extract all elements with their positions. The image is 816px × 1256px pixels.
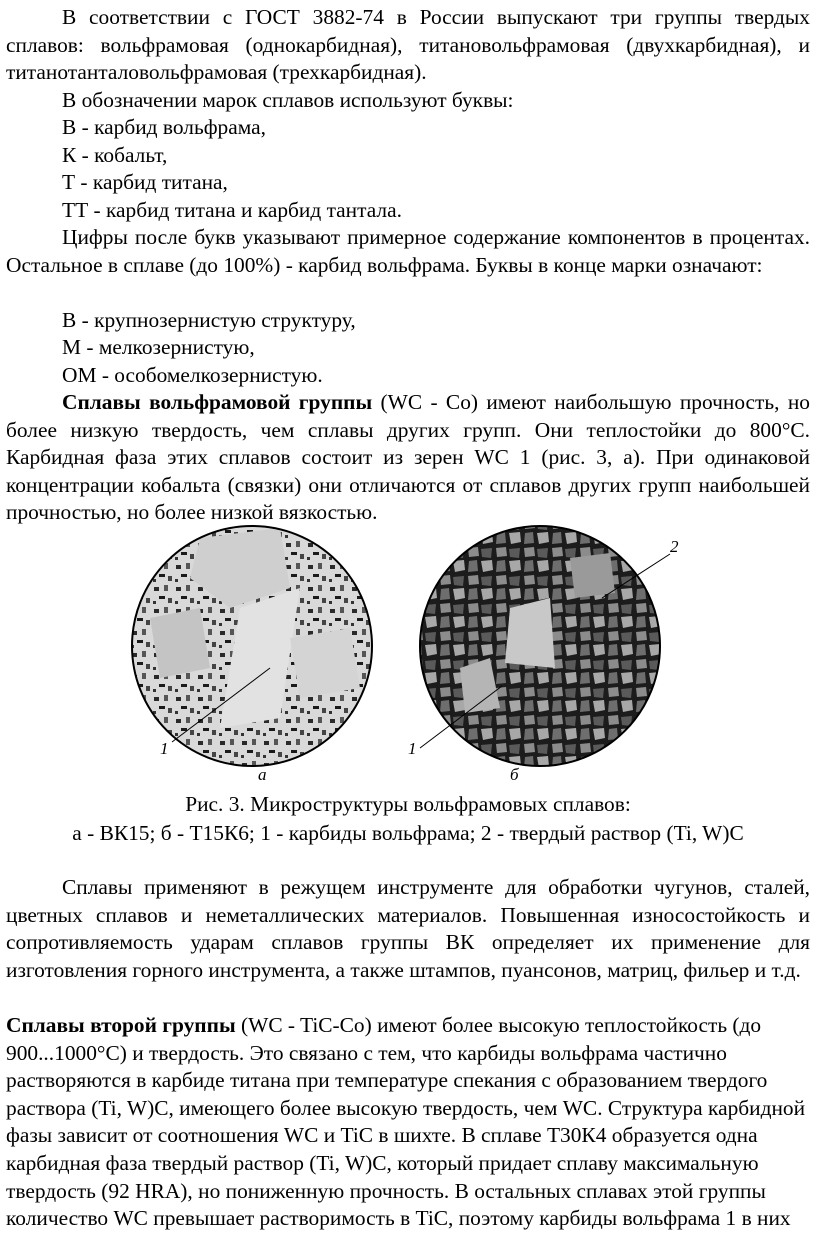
paragraph-second-group: Сплавы второй группы (WC - TiC-Co) имеют более высокую теплостойкость (до 900...1000°С) и твердость. Это связано с тем, что карбиды вольфрама частично растворяются в карбиде титана при температуре спекания с образованием твердого раствора (Ti, W)C, имеющего более высокую твердость, чем WC. Структура карбидной фазы зависит от соотношения WC и TiC в шихте. В сплаве Т30К4 образуется одна карбидная фаза твердый раствор (Ti, W)C, который придает сплаву максимальную твердость (92 HRA), но пониженную прочность. В остальных сплавах этой группы количество WC превышает растворимость в TiC, поэтому карбиды вольфрама 1 в них: [6, 1013, 806, 1231]
micrograph-b-image: [420, 518, 670, 778]
letter-k-item: К - кобальт,: [62, 143, 168, 167]
end-m-item: М - мелкозернистую,: [62, 335, 255, 359]
micrograph-figure: [130, 518, 690, 788]
paragraph-digits: Цифры после букв указывают примерное содержание компонентов в процентах. Остальное в сплаве (до 100%) - карбид вольфрама. Буквы в конце марки означают:: [6, 225, 810, 277]
figure-caption-title: Рис. 3. Микроструктуры вольфрамовых сплавов:: [185, 792, 631, 816]
label-a-1: 1: [160, 739, 169, 758]
label-b-2: 2: [670, 537, 679, 556]
letter-tt-item: ТТ - карбид титана и карбид тантала.: [62, 198, 402, 222]
end-v-item: В - крупнозернистую структуру,: [62, 308, 356, 332]
second-group-heading: Сплавы второй группы: [6, 1013, 236, 1037]
paragraph-usage: Сплавы применяют в режущем инструменте для обработки чугунов, сталей, цветных сплавов и неметаллических материалов. Повышенная износостойкость и сопротивляемость ударам сплавов группы ВК определяет их применение для изготовления горного инструмента, а также штампов, пуансонов, матриц, фильер и т.д.: [6, 875, 810, 982]
figure-caption-legend: а - ВК15; б - Т15К6; 1 - карбиды вольфрама; 2 - твердый раствор (Ti, W)C: [72, 821, 744, 845]
end-om-item: ОМ - особомелкозернистую.: [62, 363, 323, 387]
sublabel-b: б: [510, 765, 519, 784]
letter-t-item: Т - карбид титана,: [62, 170, 228, 194]
label-b-1: 1: [408, 739, 417, 758]
tungsten-group-heading: Сплавы вольфрамовой группы: [62, 390, 373, 414]
paragraph-gost: В соответствии с ГОСТ 3882-74 в России выпускают три группы твердых сплавов: вольфрамовая (однокарбидная), титановольфрамовая (двухкарбидная), и титанотанталовольфрамовая (трехкарбидная).: [6, 5, 810, 85]
paragraph-letters-intro: В обозначении марок сплавов используют буквы:: [62, 88, 514, 112]
letter-v-item: В - карбид вольфрама,: [62, 115, 266, 139]
sublabel-a: а: [258, 765, 267, 784]
paragraph-tungsten-group: Сплавы вольфрамовой группы (WC - Co) имеют наибольшую прочность, но более низкую твердость, чем сплавы других групп. Они теплостойки до 800°С. Карбидная фаза этих сплавов состоит из зерен WC 1 (рис. 3, а). При одинаковой концентрации кобальта (связки) они отличаются от сплавов других групп наибольшей прочностью, но более низкой вязкостью.: [6, 390, 810, 525]
